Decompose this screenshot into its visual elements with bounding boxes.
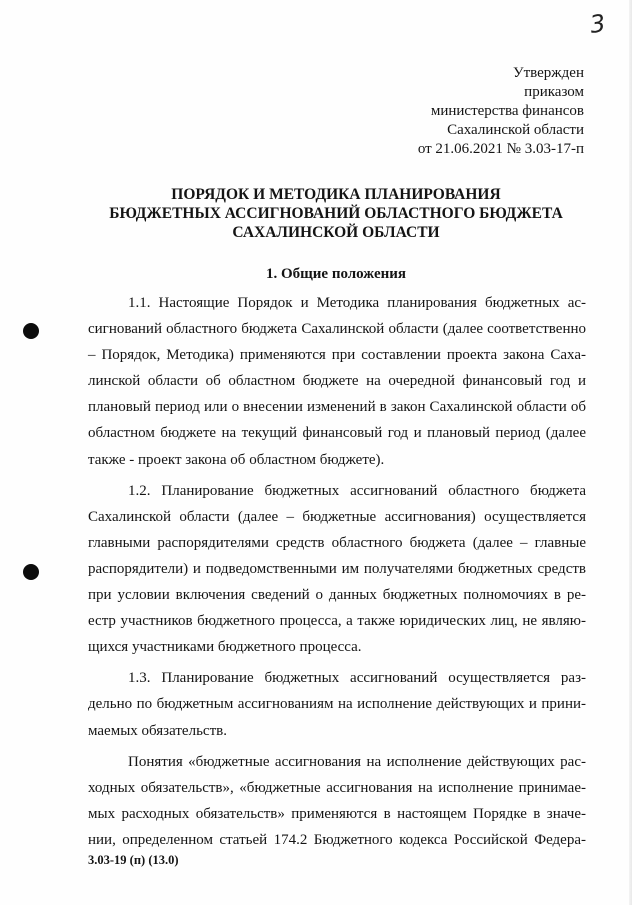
- paragraph-line: распорядители) и подведомственными им получателями бюджетных средств: [88, 560, 586, 577]
- paragraph-line: плановый период или о внесении изменений в закон Сахалинской области об: [88, 399, 586, 416]
- paragraph-line: Понятия «бюджетные ассигнования на исполнение действующих рас-: [128, 753, 586, 770]
- paragraph: [88, 749, 586, 853]
- title-line: ПОРЯДОК И МЕТОДИКА ПЛАНИРОВАНИЯ: [171, 186, 501, 203]
- paragraph: [88, 665, 586, 743]
- paragraph-line: ходных обязательств», «бюджетные ассигнования на исполнение принимае-: [88, 779, 586, 796]
- body-text: [88, 290, 586, 853]
- approval-line: Сахалинской области: [447, 122, 584, 138]
- paragraph: [88, 290, 586, 473]
- approval-line: приказом: [524, 84, 584, 100]
- paragraph: [88, 478, 586, 661]
- paragraph-line: естр участников бюджетного процесса, а также юридических лиц, не являю-: [88, 613, 586, 630]
- title-line: САХАЛИНСКОЙ ОБЛАСТИ: [232, 224, 440, 241]
- paragraph-line: при условии включения сведений о данных бюджетных полномочиях в ре-: [88, 587, 586, 604]
- paragraph-line: Сахалинской области (далее – бюджетные ассигнования) осуществляется: [88, 508, 586, 525]
- punch-hole-mark: [23, 323, 39, 339]
- paragraph-line: областном бюджете на текущий финансовый год и плановый период (далее: [88, 425, 586, 442]
- paragraph-line: дельно по бюджетным ассигнованиям на исполнение действующих и прини-: [88, 696, 586, 713]
- approval-block: [418, 64, 584, 159]
- paragraph-line: 1.2. Планирование бюджетных ассигнований областного бюджета: [128, 482, 586, 499]
- paragraph-line: сигнований областного бюджета Сахалинской области (далее соответственно: [88, 321, 586, 338]
- paragraph-line: нии, определенном статьей 174.2 Бюджетного кодекса Российской Федера-: [88, 831, 586, 848]
- title-line: БЮДЖЕТНЫХ АССИГНОВАНИЙ ОБЛАСТНОГО БЮДЖЕТА: [109, 205, 563, 222]
- section-heading: 1. Общие положения: [265, 266, 407, 282]
- page-number: 3: [588, 9, 608, 39]
- approval-line: Утвержден: [512, 65, 584, 81]
- paragraph-line: щихся участниками бюджетного процесса.: [88, 639, 362, 656]
- paragraph-line: маемых обязательств.: [88, 722, 227, 739]
- paragraph-line: – Порядок, Методика) применяются при составлении проекта закона Саха-: [88, 347, 586, 364]
- paragraph-line: мых расходных обязательств» применяются в настоящем Порядке в значе-: [88, 805, 586, 822]
- paragraph-line: главными распорядителями средств областного бюджета (далее – главные: [88, 534, 586, 551]
- approval-line: министерства финансов: [430, 103, 584, 119]
- paragraph-line: 1.3. Планирование бюджетных ассигнований осуществляется раз-: [128, 670, 586, 687]
- approval-line: от 21.06.2021 № 3.03-17-п: [417, 141, 584, 157]
- paragraph-line: также - проект закона об областном бюджете).: [88, 451, 385, 468]
- punch-hole-mark: [23, 564, 39, 580]
- document-title: [60, 185, 612, 242]
- paragraph-line: линской области об областном бюджете на очередной финансовый год и: [88, 373, 586, 390]
- paragraph-line: 1.1. Настоящие Порядок и Методика планирования бюджетных ас-: [128, 295, 586, 311]
- footer-code: 3.03-19 (п) (13.0): [88, 853, 179, 867]
